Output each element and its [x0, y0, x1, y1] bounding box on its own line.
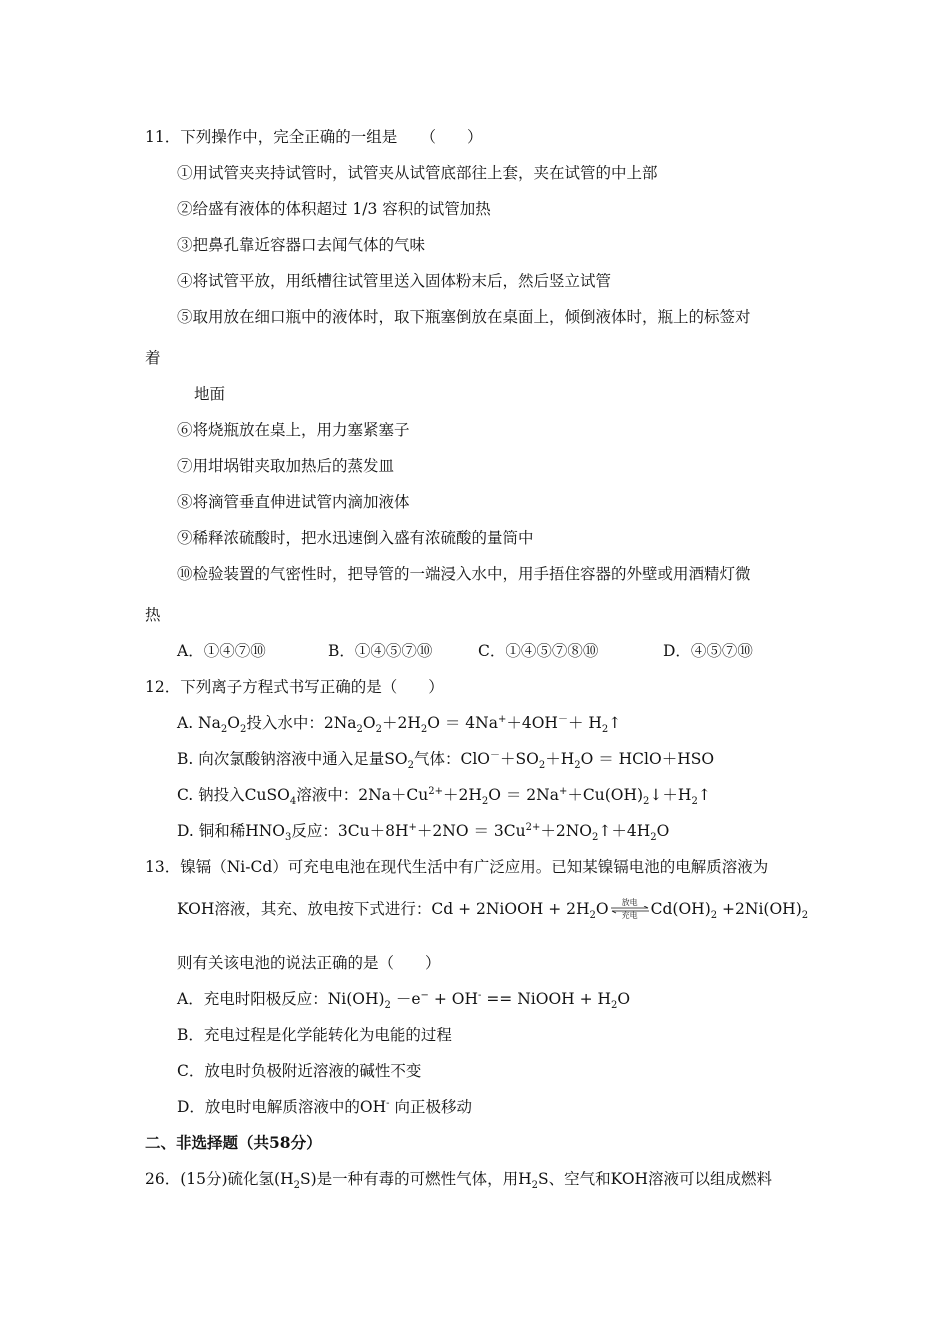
- q11-option-b: B．①④⑤⑦⑩: [328, 642, 433, 660]
- q11-item-3: ③把鼻孔靠近容器口去闻气体的气味: [177, 236, 426, 254]
- q11-item-5-cont: 地面: [194, 385, 226, 403]
- q11-item-10-wrap: 热: [145, 606, 161, 624]
- q12-option-a: A. $Na_2O_2$投入水中：$2Na_2O_2+2H_2O = 4Na^++4OH^-+$ $H_2↑$: [177, 713, 622, 736]
- q11-item-10: ⑩检验装置的气密性时，把导管的一端浸入水中，用手捂住容器的外壁或用酒精灯微: [177, 565, 751, 583]
- q13-option-d: D．放电时电解质溶液中的OH- 向正极移动: [177, 1097, 472, 1116]
- question-26-stem: 26．(15分)硫化氢$(H_2S)$是一种有毒的可燃性气体，用$H_2S$、空气和KOH溶液可以组成燃料: [145, 1170, 773, 1192]
- q13-option-c: C．放电时负极附近溶液的碱性不变: [177, 1062, 422, 1080]
- q11-option-c: C．①④⑤⑦⑧⑩: [478, 642, 599, 660]
- q13-option-b: B．充电过程是化学能转化为电能的过程: [177, 1026, 452, 1044]
- q11-item-1: ①用试管夹夹持试管时，试管夹从试管底部往上套，夹在试管的中上部: [177, 164, 658, 182]
- q11-item-5-wrap: 着: [145, 349, 161, 367]
- q11-item-4: ④将试管平放，用纸槽往试管里送入固体粉末后，然后竖立试管: [177, 272, 612, 290]
- question-12-stem: 12．下列离子方程式书写正确的是（ ）: [145, 678, 444, 696]
- q11-item-6: ⑥将烧瓶放在桌上，用力塞紧塞子: [177, 421, 410, 439]
- q13-option-a: A．充电时阳极反应：$Ni(OH)_2 -e^- + OH^-$ == NiOOH + $H_2O$: [177, 989, 631, 1012]
- q13-equation: KOH溶液，其充、放电按下式进行：Cd + 2NiOOH + $2H_2O$ 放电 充电 $Cd(OH)_2 +2Ni(OH)_2$: [177, 898, 809, 922]
- q11-item-5: ⑤取用放在细口瓶中的液体时，取下瓶塞倒放在桌面上，倾倒液体时，瓶上的标签对: [177, 308, 751, 326]
- q11-option-a: A．①④⑦⑩: [177, 642, 266, 660]
- q11-item-2: ②给盛有液体的体积超过 1/3 容积的试管加热: [177, 200, 491, 218]
- q11-item-8: ⑧将滴管垂直伸进试管内滴加液体: [177, 493, 410, 511]
- q11-option-d: D．④⑤⑦⑩: [663, 642, 753, 660]
- q12-option-b: B. 向次氯酸钠溶液中通入足量$SO_2$气体：$ClO^-+SO_2+H_2O$ ＝ HClO＋HSO: [177, 749, 715, 772]
- q13-ask: 则有关该电池的说法正确的是（ ）: [177, 954, 441, 972]
- question-11-stem: 11．下列操作中，完全正确的一组是 （ ）: [145, 128, 483, 146]
- question-13-stem: 13．镍镉（Ni-Cd）可充电电池在现代生活中有广泛应用。已知某镍镉电池的电解质溶液为: [145, 858, 769, 876]
- q11-item-9: ⑨稀释浓硫酸时，把水迅速倒入盛有浓硫酸的量筒中: [177, 529, 534, 547]
- reversible-arrow: 放电 充电: [610, 900, 650, 920]
- q11-item-7: ⑦用坩埚钳夹取加热后的蒸发皿: [177, 457, 395, 475]
- section-heading: 二、非选择题（共58分）: [145, 1133, 322, 1152]
- q12-option-d: D. 铜和稀$HNO_3$反应：$3Cu+8H^++2NO = 3Cu^{2+}+2NO_2↑+4H_2O$: [177, 821, 670, 844]
- q12-option-c: C. 钠投入CuSO$_4$溶液中：$2Na+Cu^{2+}+2H_2O$ ＝ $2Na^++Cu(OH)_2↓+H_2↑$: [177, 785, 711, 808]
